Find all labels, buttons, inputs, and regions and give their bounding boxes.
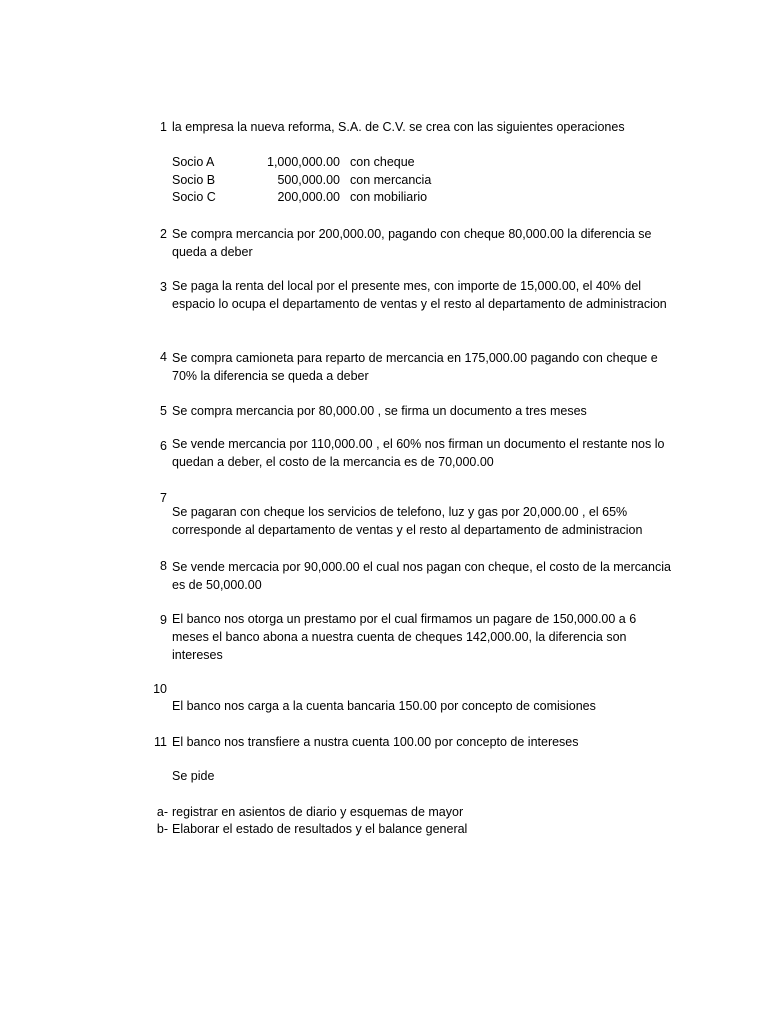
- item-text: Se compra mercancia por 80,000.00 , se firma un documento a tres meses: [172, 404, 587, 418]
- item-number: 10: [153, 682, 167, 696]
- item-text: Se paga la renta del local por el presente mes, con importe de 15,000.00, el 40% del espacio lo ocupa el departamento de ventas y el resto al departamento de administracion: [172, 279, 667, 311]
- socio-amount: 1,000,000.00: [267, 155, 340, 169]
- socio-amount: 200,000.00: [277, 190, 340, 204]
- socio-amount: 500,000.00: [277, 173, 340, 187]
- item-text: Se compra mercancia por 200,000.00, pagando con cheque 80,000.00 la diferencia se queda a deber: [172, 227, 652, 259]
- item-number: 7: [160, 491, 167, 505]
- item-text: Se vende mercacia por 90,000.00 el cual nos pagan con cheque, el costo de la mercancia es de 50,000.00: [172, 560, 671, 592]
- item-text: El banco nos transfiere a nustra cuenta 100.00 por concepto de intereses: [172, 735, 579, 749]
- item-number: 9: [160, 613, 167, 627]
- socio-name: Socio C: [172, 190, 216, 204]
- socio-row: [172, 188, 472, 206]
- socio-method: con cheque: [350, 155, 415, 169]
- item-number: 6: [160, 439, 167, 453]
- item-number: 3: [160, 280, 167, 294]
- se-pide-heading: Se pide: [172, 769, 215, 783]
- item-number: 5: [160, 404, 167, 418]
- requirement-letter: b-: [156, 822, 168, 836]
- item-number: 8: [160, 559, 167, 573]
- item-text: Se pagaran con cheque los servicios de telefono, luz y gas por 20,000.00 , el 65% corresponde al departamento de ventas y el resto al departamento de administracion: [172, 505, 643, 537]
- socio-method: con mobiliario: [350, 190, 428, 204]
- item-number: 4: [160, 350, 167, 364]
- item-number: 2: [160, 227, 167, 241]
- socio-name: Socio A: [172, 155, 215, 169]
- item-text: Se vende mercancia por 110,000.00 , el 60% nos firman un documento el restante nos lo quedan a deber, el costo de la mercancia es de 70,000.00: [172, 437, 665, 469]
- socio-row: [172, 171, 472, 189]
- requirement-text: Elaborar el estado de resultados y el balance general: [172, 822, 468, 836]
- item-text: Se compra camioneta para reparto de mercancia en 175,000.00 pagando con cheque e 70% la diferencia se queda a deber: [172, 351, 658, 383]
- requirement-letter: a-: [156, 805, 168, 819]
- socio-method: con mercancia: [350, 173, 432, 187]
- item-text: El banco nos carga a la cuenta bancaria 150.00 por concepto de comisiones: [172, 699, 596, 713]
- socio-name: Socio B: [172, 173, 216, 187]
- item-number: 1: [160, 120, 167, 134]
- item-number: 11: [154, 735, 167, 749]
- socio-row: [172, 153, 472, 171]
- item-text: El banco nos otorga un prestamo por el cual firmamos un pagare de 150,000.00 a 6 meses el banco abona a nuestra cuenta de cheques 142,000.00, la diferencia son intereses: [172, 612, 637, 662]
- item-text: la empresa la nueva reforma, S.A. de C.V. se crea con las siguientes operaciones: [172, 120, 625, 134]
- requirement-text: registrar en asientos de diario y esquemas de mayor: [172, 805, 464, 819]
